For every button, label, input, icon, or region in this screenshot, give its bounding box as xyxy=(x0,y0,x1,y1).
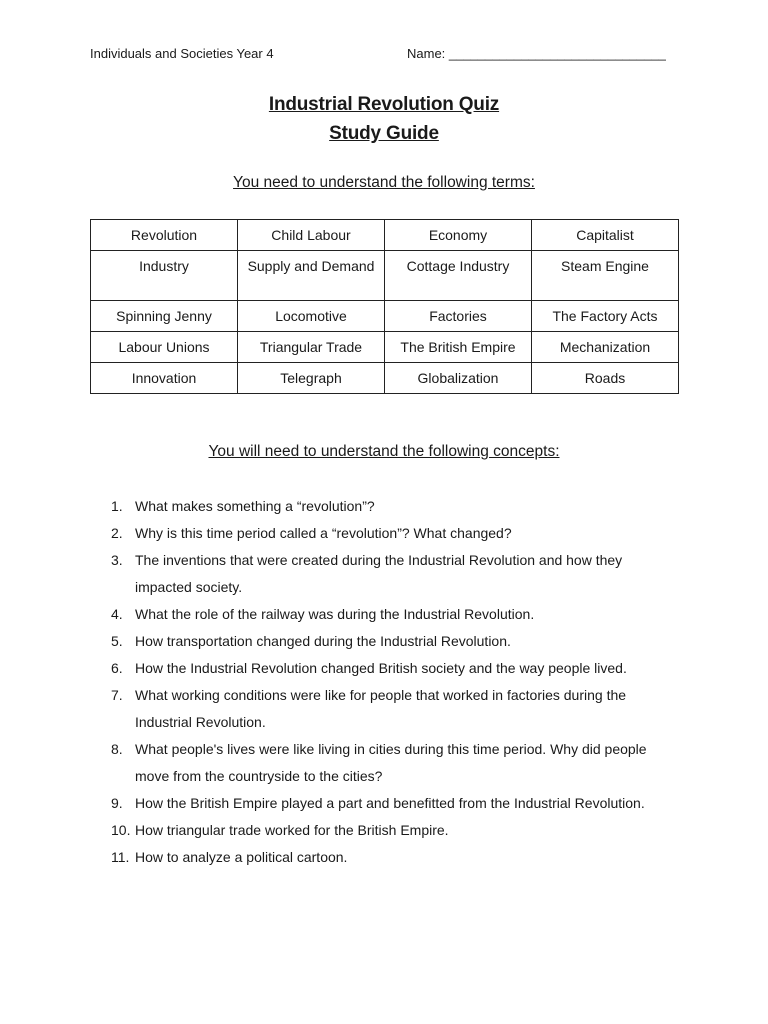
term-cell: Steam Engine xyxy=(532,251,679,301)
list-item xyxy=(111,601,681,628)
term-cell: Locomotive xyxy=(238,301,385,332)
list-number: 6. xyxy=(111,660,123,676)
list-text: What the role of the railway was during the Industrial Revolution. xyxy=(135,606,535,622)
list-text: How the Industrial Revolution changed British society and the way people lived. xyxy=(135,660,627,676)
study-guide-subtitle: Study Guide xyxy=(329,123,439,144)
term-cell: Capitalist xyxy=(532,220,679,251)
list-number: 7. xyxy=(111,687,123,703)
term-cell: The Factory Acts xyxy=(532,301,679,332)
term-cell: Mechanization xyxy=(532,332,679,363)
term-cell: Cottage Industry xyxy=(385,251,532,301)
list-text: What working conditions were like for people that worked in factories during the Industrial Revolution. xyxy=(135,687,627,730)
list-number: 8. xyxy=(111,741,123,757)
concepts-list xyxy=(111,493,681,871)
table-row xyxy=(91,251,679,301)
list-text: How the British Empire played a part and benefitted from the Industrial Revolution. xyxy=(135,795,645,811)
list-item xyxy=(111,844,681,871)
list-number: 11. xyxy=(111,849,130,865)
list-text: The inventions that were created during the Industrial Revolution and how they impacted society. xyxy=(135,552,623,595)
term-cell: Triangular Trade xyxy=(238,332,385,363)
list-text: Why is this time period called a “revolution”? What changed? xyxy=(135,525,512,541)
term-cell: Industry xyxy=(91,251,238,301)
list-number: 3. xyxy=(111,552,123,568)
list-item xyxy=(111,736,681,790)
table-row xyxy=(91,301,679,332)
course-label: Individuals and Societies Year 4 xyxy=(90,46,274,61)
terms-heading: You need to understand the following terms: xyxy=(233,174,535,191)
list-number: 5. xyxy=(111,633,123,649)
quiz-title: Industrial Revolution Quiz xyxy=(268,94,500,115)
list-item xyxy=(111,628,681,655)
list-item xyxy=(111,682,681,736)
list-item xyxy=(111,493,681,520)
list-text: How triangular trade worked for the British Empire. xyxy=(135,822,449,838)
list-item xyxy=(111,790,681,817)
list-number: 1. xyxy=(111,498,123,514)
list-item xyxy=(111,520,681,547)
table-row xyxy=(91,363,679,394)
list-item xyxy=(111,817,681,844)
list-text: How transportation changed during the Industrial Revolution. xyxy=(135,633,511,649)
concepts-heading: You will need to understand the following concepts: xyxy=(208,443,560,460)
term-cell: Supply and Demand xyxy=(238,251,385,301)
list-number: 4. xyxy=(111,606,123,622)
terms-table xyxy=(90,219,679,394)
term-cell: Economy xyxy=(385,220,532,251)
term-cell: Factories xyxy=(385,301,532,332)
table-row xyxy=(91,332,679,363)
list-text: What makes something a “revolution”? xyxy=(135,498,375,514)
table-row xyxy=(91,220,679,251)
term-cell: The British Empire xyxy=(385,332,532,363)
list-number: 10. xyxy=(111,822,131,838)
list-text: What people's lives were like living in cities during this time period. Why did people move from the countryside to the cities? xyxy=(135,741,647,784)
term-cell: Roads xyxy=(532,363,679,394)
term-cell: Innovation xyxy=(91,363,238,394)
term-cell: Spinning Jenny xyxy=(91,301,238,332)
list-number: 9. xyxy=(111,795,123,811)
term-cell: Telegraph xyxy=(238,363,385,394)
list-item xyxy=(111,655,681,682)
term-cell: Globalization xyxy=(385,363,532,394)
list-text: How to analyze a political cartoon. xyxy=(135,849,348,865)
term-cell: Labour Unions xyxy=(91,332,238,363)
list-item xyxy=(111,547,681,601)
term-cell: Child Labour xyxy=(238,220,385,251)
list-number: 2. xyxy=(111,525,123,541)
name-field-label: Name: ______________________________ xyxy=(407,46,666,61)
term-cell: Revolution xyxy=(91,220,238,251)
